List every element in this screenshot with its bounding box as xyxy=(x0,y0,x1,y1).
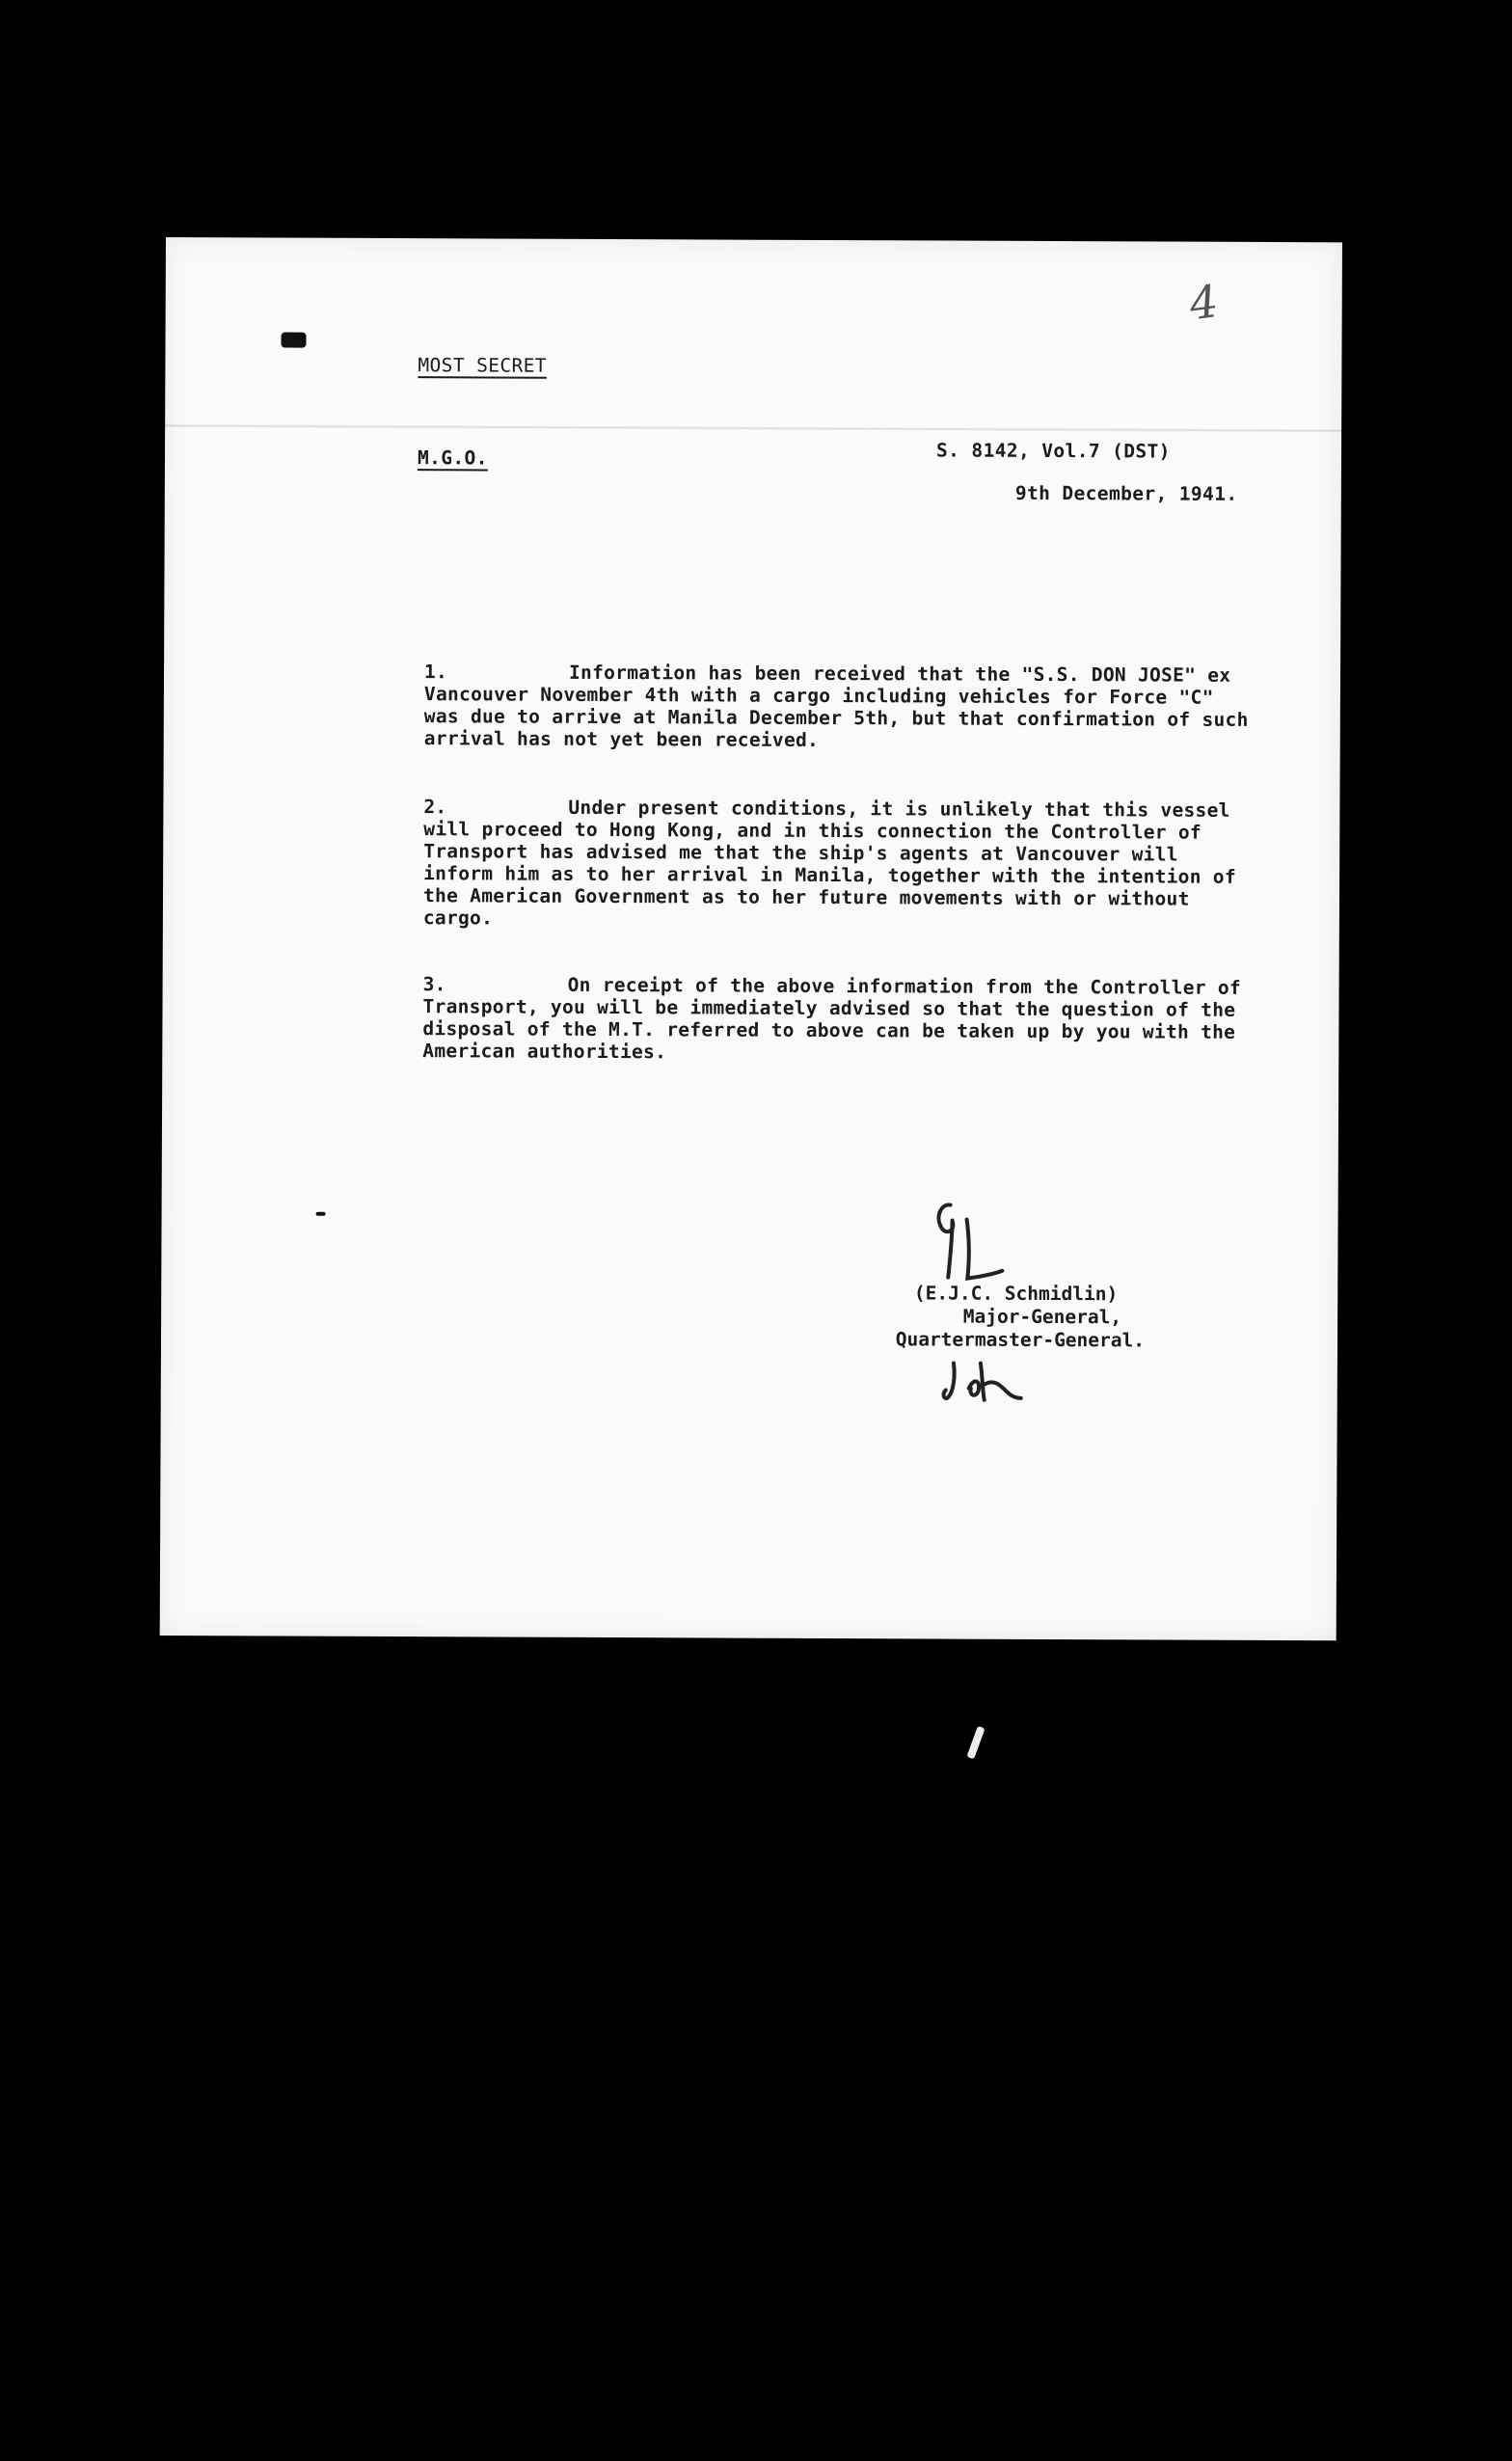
signatory-rank: Major-General, xyxy=(962,1305,1122,1329)
fold-line xyxy=(165,424,1341,432)
signatory-title: Quartermaster-General. xyxy=(895,1328,1146,1352)
signatory-name: (E.J.C. Schmidlin) xyxy=(913,1282,1119,1306)
film-speck xyxy=(966,1726,985,1760)
classification-heading: MOST SECRET xyxy=(418,354,548,377)
paragraph-3 xyxy=(422,973,1252,1066)
handwritten-initials xyxy=(940,1350,1027,1408)
paragraph-1-text: Information has been received that the "S.S. DON JOSE" ex Vancouver November 4th with a cargo including vehicles for Force "C" was due to arrive at Manila December 5th, but that confirmation of such arrival has not yet been received. xyxy=(423,661,1249,751)
paragraph-2-number: 2. xyxy=(423,796,447,819)
paragraph-3-text: On receipt of the above information from the Controller of Transport, you will be immediately advised so that the question of the disposal of the M.T. referred to above can be taken up by you with the American authorities. xyxy=(422,973,1241,1064)
paragraph-2-text: Under present conditions, it is unlikely that this vessel will proceed to Hong Kong, and in this connection the Controller of Transport has advised me that the ship's agents at Vancouver will inform him as to her arrival in Manila, together with the intention of the American Government as to her future movements with or without cargo. xyxy=(422,796,1236,930)
letter-date: 9th December, 1941. xyxy=(1014,481,1238,505)
addressee: M.G.O. xyxy=(417,446,488,470)
stray-mark xyxy=(316,1212,326,1216)
paragraph-2 xyxy=(423,796,1254,933)
punch-mark xyxy=(282,333,307,348)
signature-block xyxy=(778,1282,1145,1353)
document-page xyxy=(160,237,1342,1640)
file-reference: S. 8142, Vol.7 (DST) xyxy=(935,439,1171,463)
paragraph-1 xyxy=(424,661,1254,753)
handwritten-signature xyxy=(913,1185,1029,1292)
paragraph-3-number: 3. xyxy=(422,973,446,996)
paragraph-1-number: 1. xyxy=(423,661,448,684)
page-number: 4 xyxy=(1186,274,1222,331)
